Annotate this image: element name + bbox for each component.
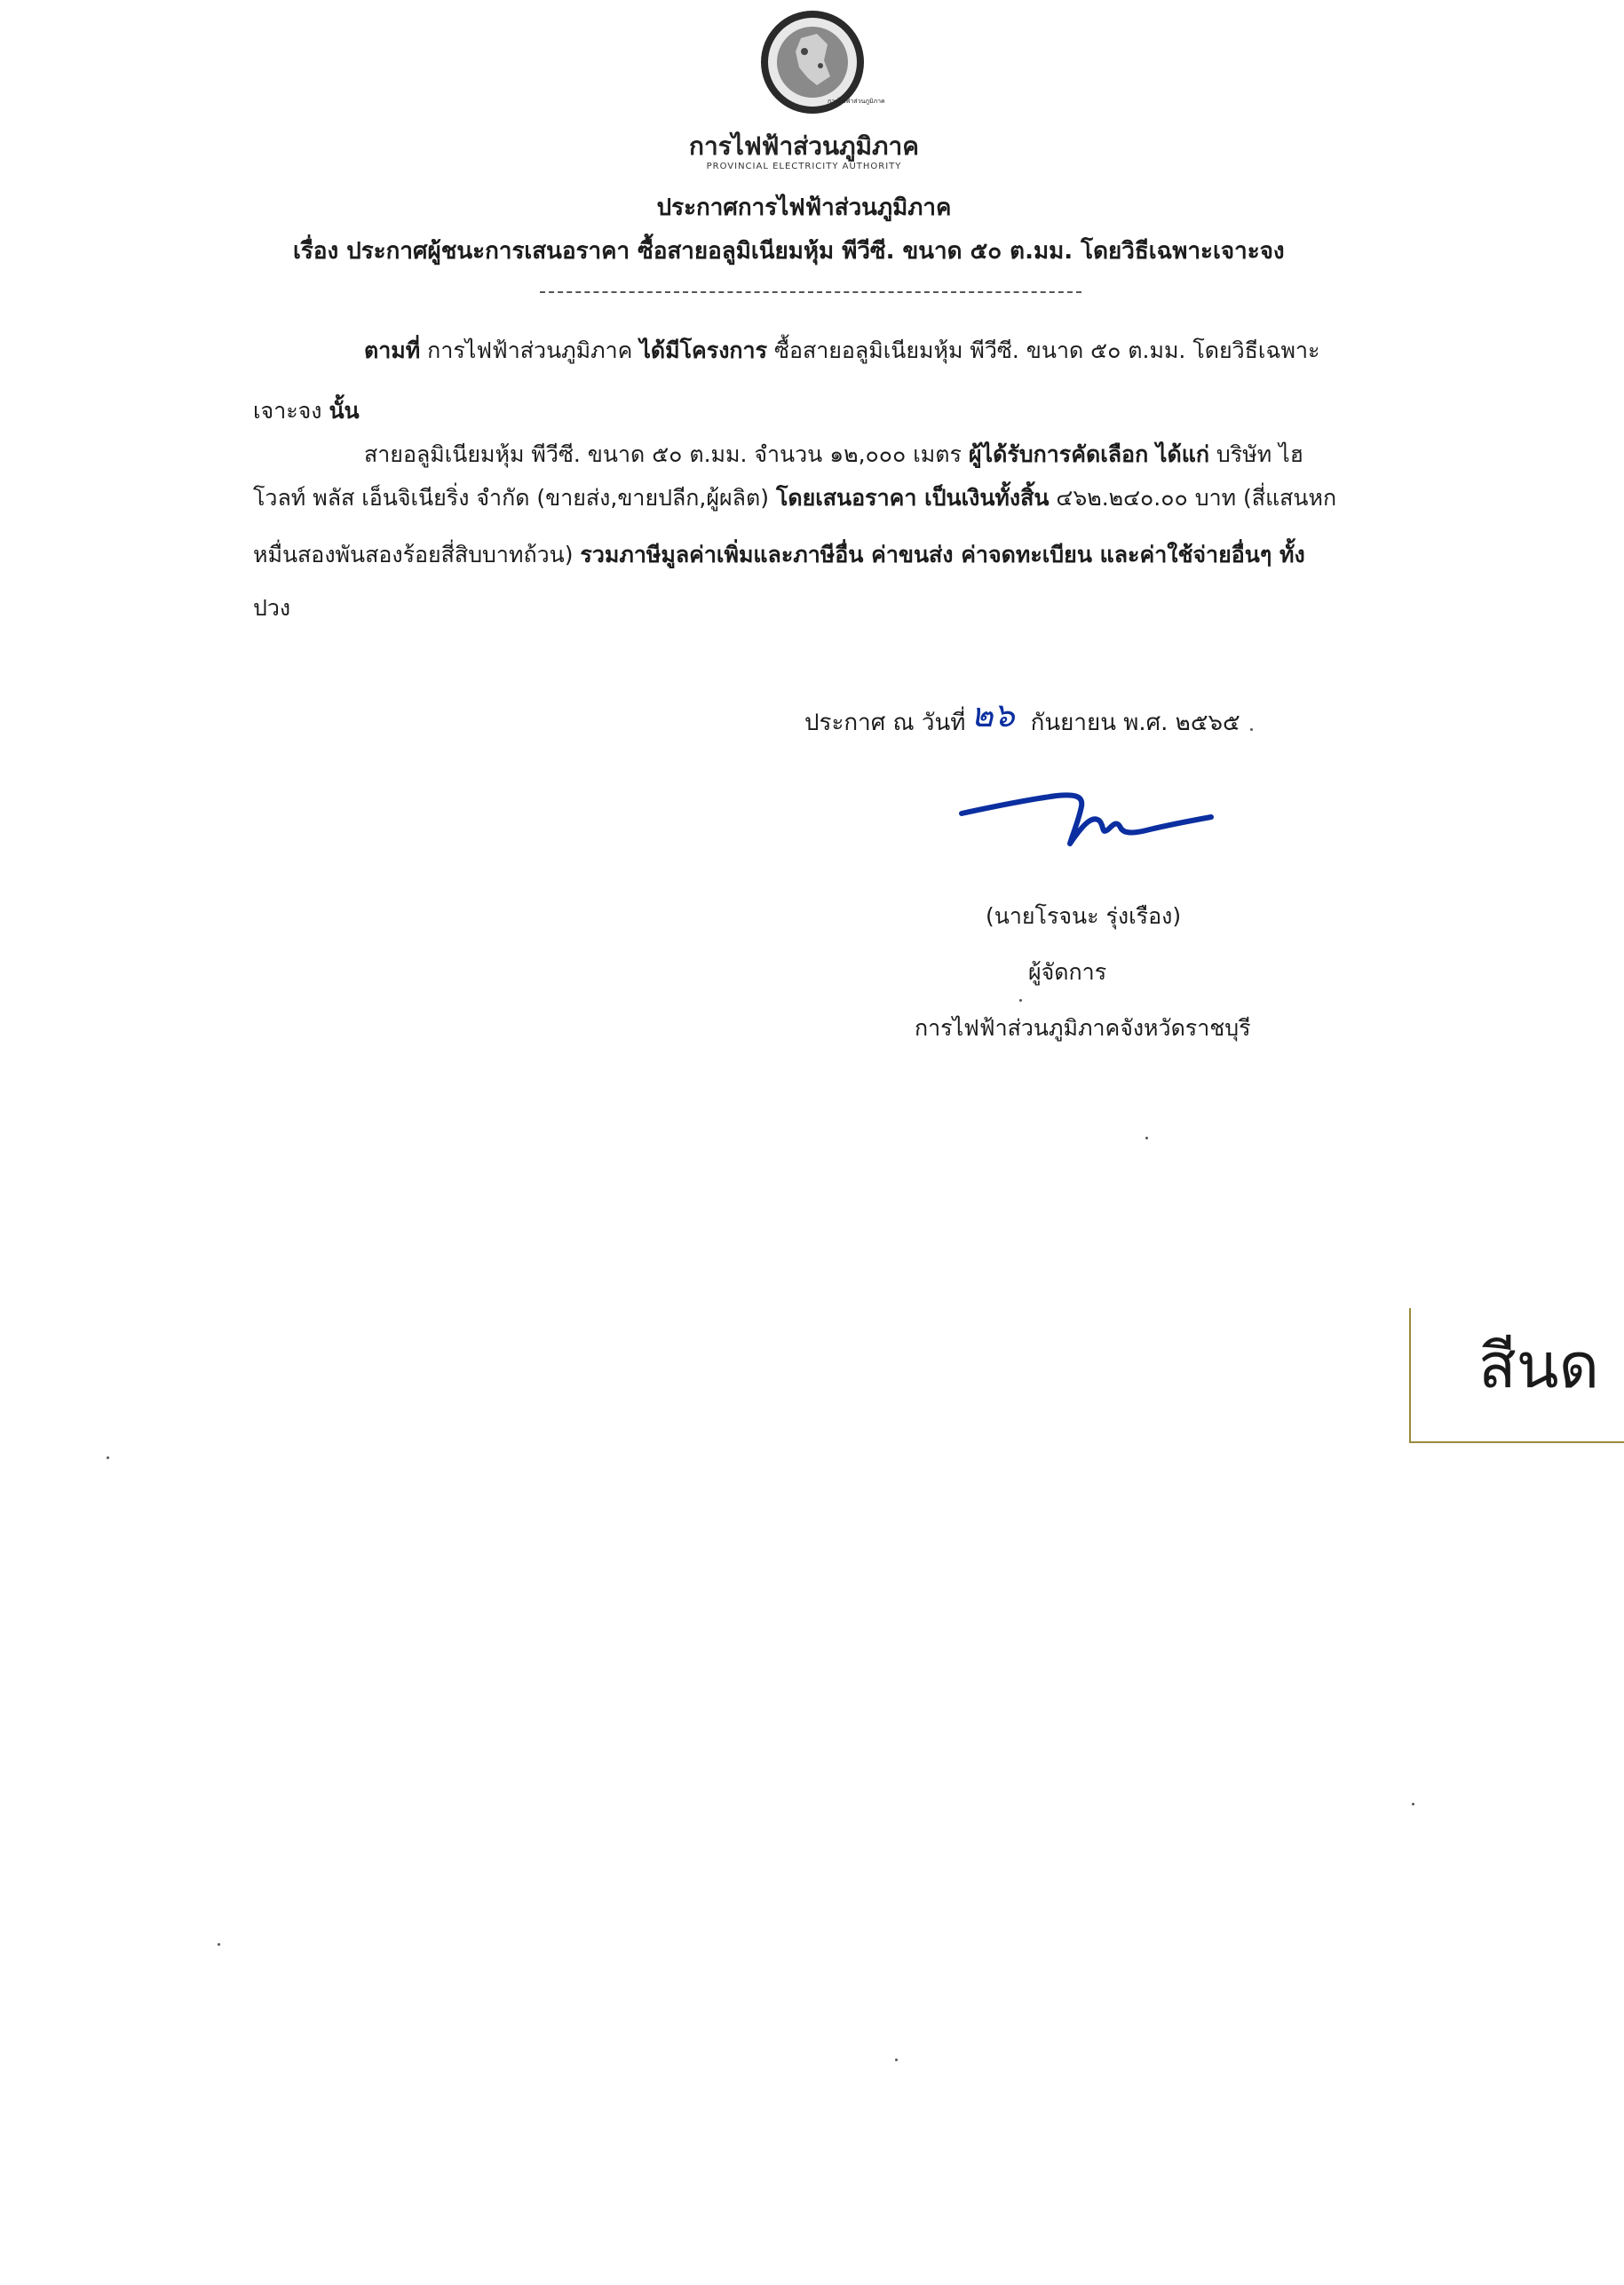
paragraph-2-line-4: ปวง [253,595,291,621]
signatory-position: ผู้จัดการ [1028,959,1107,985]
dashed-divider [540,291,1081,293]
subject-label: เรื่อง ประกาศผู้ชนะการเสนอราคา [293,238,630,265]
scan-speck [1412,1803,1414,1805]
p2-company-start: บริษัท ไฮ [1208,441,1303,467]
paragraph-1-line-2 [253,400,360,422]
scan-speck [107,1456,109,1459]
handwritten-stamp-text: สีนด [1478,1329,1600,1402]
logo-text: การไฟฟ้าส่วนภูมิภาค [828,98,885,105]
date-day-handwritten: ๒๖ [970,695,1015,734]
org-name-thai: การไฟฟ้าส่วนภูมิภาค [689,131,919,161]
p1-cont: เจาะจง [253,398,329,424]
pea-logo [746,7,885,123]
scan-speck [895,2059,898,2061]
paragraph-2-line-3 [253,543,1305,566]
p2-price-words: หมื่นสองพันสองร้อยสี่สิบบาทถ้วน) [253,542,581,567]
announcement-date [804,691,1240,745]
scan-speck [1250,728,1253,731]
scan-speck [1145,1137,1148,1139]
scan-speck [1019,999,1022,1002]
p1-project-label: ได้มีโครงการ [639,337,768,363]
p1-project: ซื้อสายอลูมิเนียมหุ้ม พีวีซี. ขนาด ๕๐ ต.มม. โดยวิธีเฉพาะ [767,337,1320,363]
p2-price-label: โดยเสนอราคา เป็นเงินทั้งสิ้น [775,485,1050,511]
p1-lead: ตามที่ [364,337,421,363]
p2-inclusions: รวมภาษีมูลค่าเพิ่มและภาษีอื่น ค่าขนส่ง ค่าจดทะเบียน และค่าใช้จ่ายอื่นๆ ทั้ง [580,542,1305,567]
date-month-year: กันยายน พ.ศ. ๒๕๖๕ [1030,710,1240,736]
p2-winner-label: ผู้ได้รับการคัดเลือก ได้แก่ [968,441,1209,467]
notice-title: ประกาศการไฟฟ้าส่วนภูมิภาค [656,194,952,221]
p2-item: สายอลูมิเนียมหุ้ม พีวีซี. ขนาด ๕๐ ต.มม. จำนวน ๑๒,๐๐๐ เมตร [364,441,969,467]
subject-text: ซื้อสายอลูมิเนียมหุ้ม พีวีซี. ขนาด ๕๐ ต.มม. โดยวิธีเฉพาะเจาะจง [630,238,1285,265]
scan-speck [218,1943,220,1946]
p1-org: การไฟฟ้าส่วนภูมิภาค [420,337,640,363]
paragraph-2-line-1 [364,443,1303,465]
org-name-english: PROVINCIAL ELECTRICITY AUTHORITY [706,162,902,171]
signatory-name: (นายโรจนะ รุ่งเรือง) [986,903,1182,929]
signatory-office: การไฟฟ้าส่วนภูมิภาคจังหวัดราชบุรี [915,1015,1251,1041]
p1-end: นั้น [329,398,360,424]
paragraph-1-line-1 [364,339,1319,361]
paragraph-2-line-2 [253,487,1336,509]
notice-subject [293,233,1285,269]
signature [959,771,1216,869]
date-prefix: ประกาศ ณ วันที่ [804,710,966,736]
p2-price: ๔๖๒.๒๔๐.๐๐ บาท (สี่แสนหก [1049,485,1337,511]
p2-company: โวลท์ พลัส เอ็นจิเนียริ่ง จำกัด (ขายส่ง,ขายปลีก,ผู้ผลิต) [253,485,776,511]
